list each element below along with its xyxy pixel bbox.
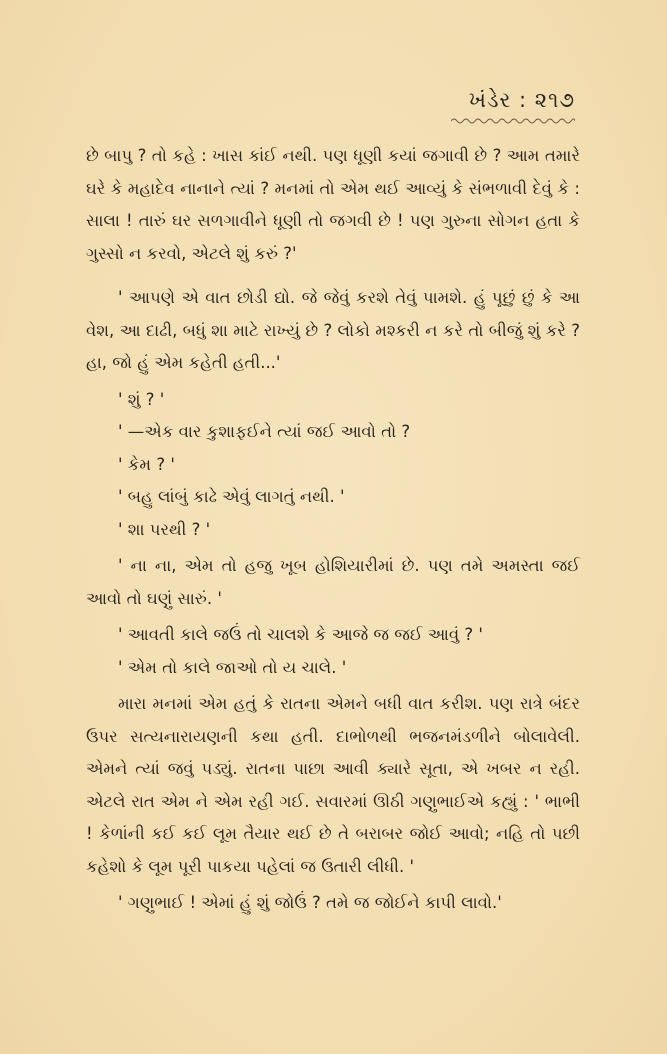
- paragraph-11: મારા મનમાં એમ હતું કે રાતના એમને બધી વાત કરીશ. પણ રાત્રે બંદર ઉપર સત્યનારાયણની કથા હતી. દાભોળથી ભજનમંડળીને બોલાવેલી. એમને ત્યાં જવું પડ્યું. રાતના પાછા આવી ક્યારે સૂતા, એ ખબર ન રહી. એટલે રાત એમ ને એમ રહી ગઈ. સવારમાં ઊઠી ગણુભાઈએ કહ્યું : ' ભાભી ! કેળાંની કઈ કઈ લૂમ તૈયાર થઈ છે તે બરાબર જોઈ આવો; નહિ તો પછી કહેશો કે લૂમ પૂરી પાકયા પહેલાં જ ઉતારી લીધી. ': [86, 694, 580, 876]
- dialogue-line: ' શું ? ': [118, 389, 165, 409]
- dialogue-line: ' કેમ ? ': [118, 454, 175, 474]
- dialogue-line: ' —એક વાર કુશાફઈને ત્યાં જઈ આવો તો ?: [118, 422, 411, 441]
- dialogue-line: ' એમ તો કાલે જાઓ તો ય ચાલે. ': [118, 657, 347, 677]
- dialogue-line: ' આવતી કાલે જઉં તો ચાલશે કે આજે જ જઈ આવું ? ': [118, 625, 483, 644]
- page-header-title: ખંડેર : ૨૧૭: [468, 88, 575, 112]
- dialogue-line: ' શા પરથી ? ': [118, 519, 211, 539]
- paragraph-2: ' આપણે એ વાત છોડી દ્યો. જે જેવું કરશે તેવું પામશે. હું પૂછું છું કે આ વેશ, આ દાઢી, બધું શા માટે રાખ્યું છે ? લોકો મશ્કરી ન કરે તો બીજું શું કરે ? હા, જો હું એમ કહેતી હતી...': [86, 288, 580, 372]
- page-header: [451, 88, 575, 125]
- header-wavy-rule: [451, 117, 575, 125]
- paragraph-1: છે બાપુ ? તો કહે : ખાસ કાંઈ નથી. પણ ધૂણી કયાં જગાવી છે ? આમ તમારે ઘરે કે મહાદેવ નાનાને ત્યાં ? મનમાં તો એમ થઈ આવ્યું કે સંભળાવી દેવું કે : સાલા ! તારું ઘર સળગાવીને ધૂણી તો જગવી છે ! પણ ગુરુના સોગન હતા કે ગુસ્સો ન કરવો, એટલે શું કરું ?': [86, 146, 580, 263]
- page-body: [86, 140, 580, 920]
- paragraph-12: ' ગણુભાઈ ! એમાં હું શું જોઉં ? તમે જ જોઈને કાપી લાવો.': [118, 893, 502, 912]
- paragraph-8: ' ના ના, એમ તો હજુ ખૂબ હોશિયારીમાં છે. પણ તમે અમસ્તા જઈ આવો તો ઘણું સારું. ': [86, 556, 580, 608]
- dialogue-line: ' બહુ લાંબું કાઢે એવું લાગતું નથી. ': [118, 487, 345, 506]
